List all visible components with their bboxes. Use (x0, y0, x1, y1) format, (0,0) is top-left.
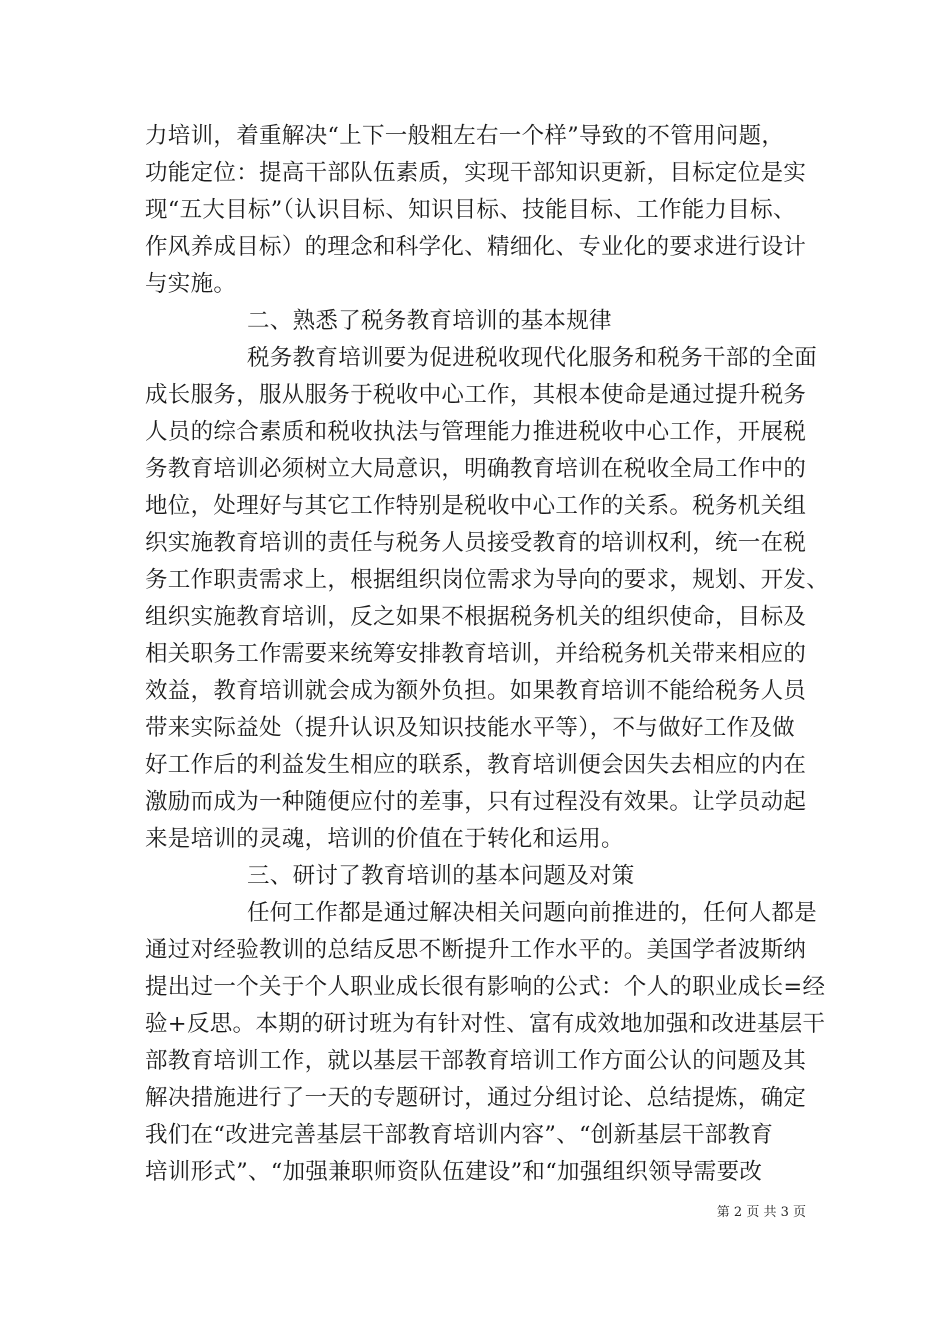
text-line: 功能定位：提高干部队伍素质，实现干部知识更新，目标定位是实 (145, 160, 807, 186)
text-line: 织实施教育培训的责任与税务人员接受教育的培训权利，统一在税 (145, 530, 807, 556)
text-line: 解决措施进行了一天的专题研讨，通过分组讨论、总结提炼，确定 (145, 1085, 807, 1111)
text-line: 人员的综合素质和税收执法与管理能力推进税收中心工作，开展税 (145, 419, 807, 445)
text-line: 务工作职责需求上，根据组织岗位需求为导向的要求，规划、开发、 (145, 567, 830, 593)
text-line: 成长服务，服从服务于税收中心工作，其根本使命是通过提升税务 (145, 382, 807, 408)
text-line: 带来实际益处（提升认识及知识技能水平等），不与做好工作及做 (145, 715, 795, 741)
text-line: 培训形式”、“加强兼职师资队伍建设”和“加强组织领导需要改 (145, 1159, 763, 1185)
page-number-footer: 第 2 页 共 3 页 (716, 1205, 806, 1220)
text-line: 相关职务工作需要来统筹安排教育培训，并给税务机关带来相应的 (145, 641, 807, 667)
text-line: 任何工作都是通过解决相关问题向前推进的，任何人都是 (247, 900, 818, 926)
text-line: 来是培训的灵魂，培训的价值在于转化和运用。 (145, 826, 624, 852)
text-line: 效益，教育培训就会成为额外负担。如果教育培训不能给税务人员 (145, 678, 807, 704)
text-line: 力培训，着重解决“上下一般粗左右一个样”导致的不管用问题， (145, 123, 785, 149)
text-line: 现“五大目标”（认识目标、知识目标、技能目标、工作能力目标、 (145, 197, 796, 223)
text-line: 通过对经验教训的总结反思不断提升工作水平的。美国学者波斯纳 (145, 937, 807, 963)
text-line: 激励而成为一种随便应付的差事，只有过程没有效果。让学员动起 (145, 789, 807, 815)
text-line: 提出过一个关于个人职业成长很有影响的公式：个人的职业成长=经 (145, 974, 826, 1000)
text-line: 我们在“改进完善基层干部教育培训内容”、“创新基层干部教育 (145, 1122, 774, 1148)
text-line: 作风养成目标）的理念和科学化、精细化、专业化的要求进行设计 (145, 234, 807, 260)
section-heading: 二、熟悉了税务教育培训的基本规律 (247, 308, 612, 334)
text-line: 部教育培训工作，就以基层干部教育培训工作方面公认的问题及其 (145, 1048, 807, 1074)
text-line: 组织实施教育培训，反之如果不根据税务机关的组织使命，目标及 (145, 604, 807, 630)
text-line: 地位，处理好与其它工作特别是税收中心工作的关系。税务机关组 (145, 493, 807, 519)
text-line: 税务教育培训要为促进税收现代化服务和税务干部的全面 (247, 345, 818, 371)
section-heading: 三、研讨了教育培训的基本问题及对策 (247, 863, 635, 889)
text-line: 务教育培训必须树立大局意识，明确教育培训在税收全局工作中的 (145, 456, 807, 482)
text-line: 与实施。 (145, 271, 237, 297)
text-line: 好工作后的利益发生相应的联系，教育培训便会因失去相应的内在 (145, 752, 807, 778)
text-line: 验+反思。本期的研讨班为有针对性、富有成效地加强和改进基层干 (145, 1011, 826, 1037)
